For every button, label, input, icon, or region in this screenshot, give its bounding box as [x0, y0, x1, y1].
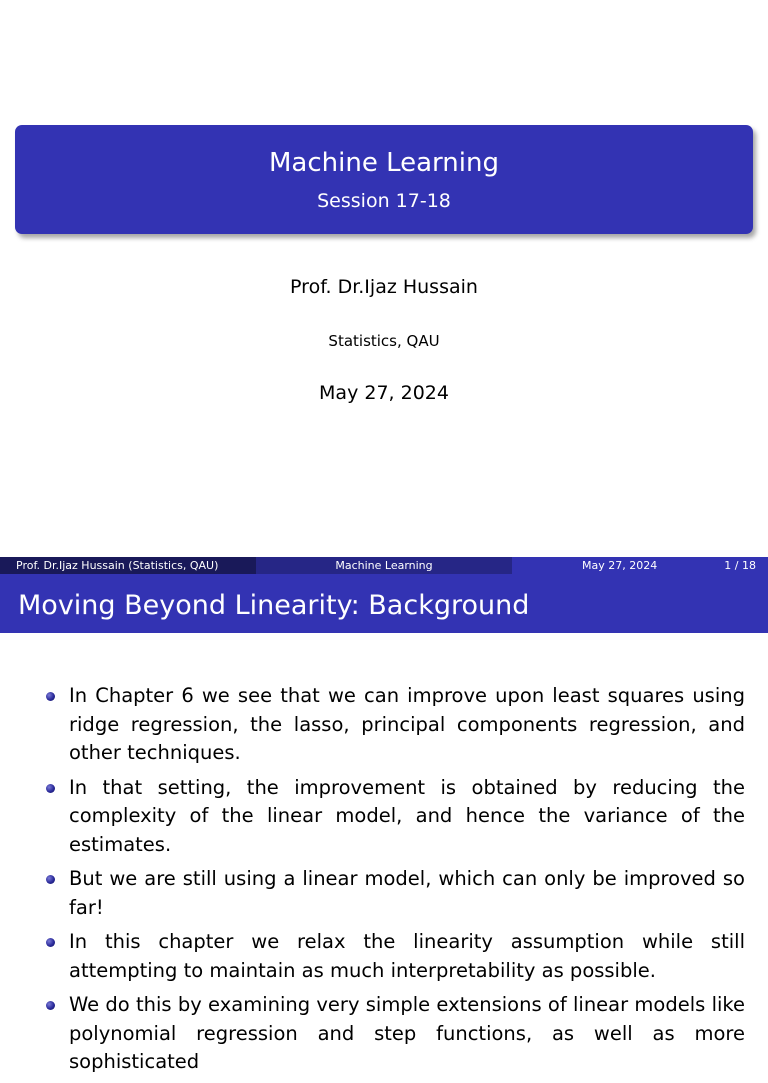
institute: Statistics, QAU: [328, 332, 440, 350]
footer-author: Prof. Dr.Ijaz Hussain (Statistics, QAU): [0, 557, 256, 574]
slide-footer: [0, 557, 768, 574]
bullet-text: In this chapter we relax the linearity assumption while still attempting to maintain as much interpretability as possible.: [69, 930, 745, 982]
list-item: [45, 682, 745, 768]
footer-right: [512, 557, 768, 574]
list-item: [45, 865, 745, 922]
list-item: [45, 991, 745, 1077]
frame-title: Moving Beyond Linearity: Background: [0, 574, 768, 633]
bullet-text: In Chapter 6 we see that we can improve upon least squares using ridge regression, the lasso, principal components regression, and other techniques.: [69, 684, 745, 764]
footer-date: May 27, 2024: [582, 559, 658, 572]
bullet-text: In that setting, the improvement is obtained by reducing the complexity of the linear model, and hence the variance of the estimates.: [69, 775, 745, 856]
bullet-text: We do this by examining very simple extensions of linear models like polynomial regression and step functions, as well as more sophisticated: [69, 993, 745, 1073]
bullet-icon: [46, 784, 55, 793]
bullet-icon: [46, 1001, 55, 1010]
bullet-text: But we are still using a linear model, which can only be improved so far!: [69, 867, 745, 919]
author-name: Prof. Dr.Ijaz Hussain: [290, 276, 478, 298]
bullet-icon: [46, 938, 55, 947]
bullet-icon: [46, 692, 55, 701]
title-block: [15, 125, 753, 234]
presentation-title: Machine Learning: [269, 148, 499, 178]
presentation-subtitle: Session 17-18: [317, 190, 451, 212]
footer-title: Machine Learning: [256, 557, 512, 574]
list-item: [45, 928, 745, 985]
presentation-date: May 27, 2024: [319, 382, 449, 404]
bullet-list: [45, 682, 745, 1083]
footer-page-number: 1 / 18: [724, 559, 756, 572]
list-item: [45, 774, 745, 860]
bullet-icon: [46, 875, 55, 884]
